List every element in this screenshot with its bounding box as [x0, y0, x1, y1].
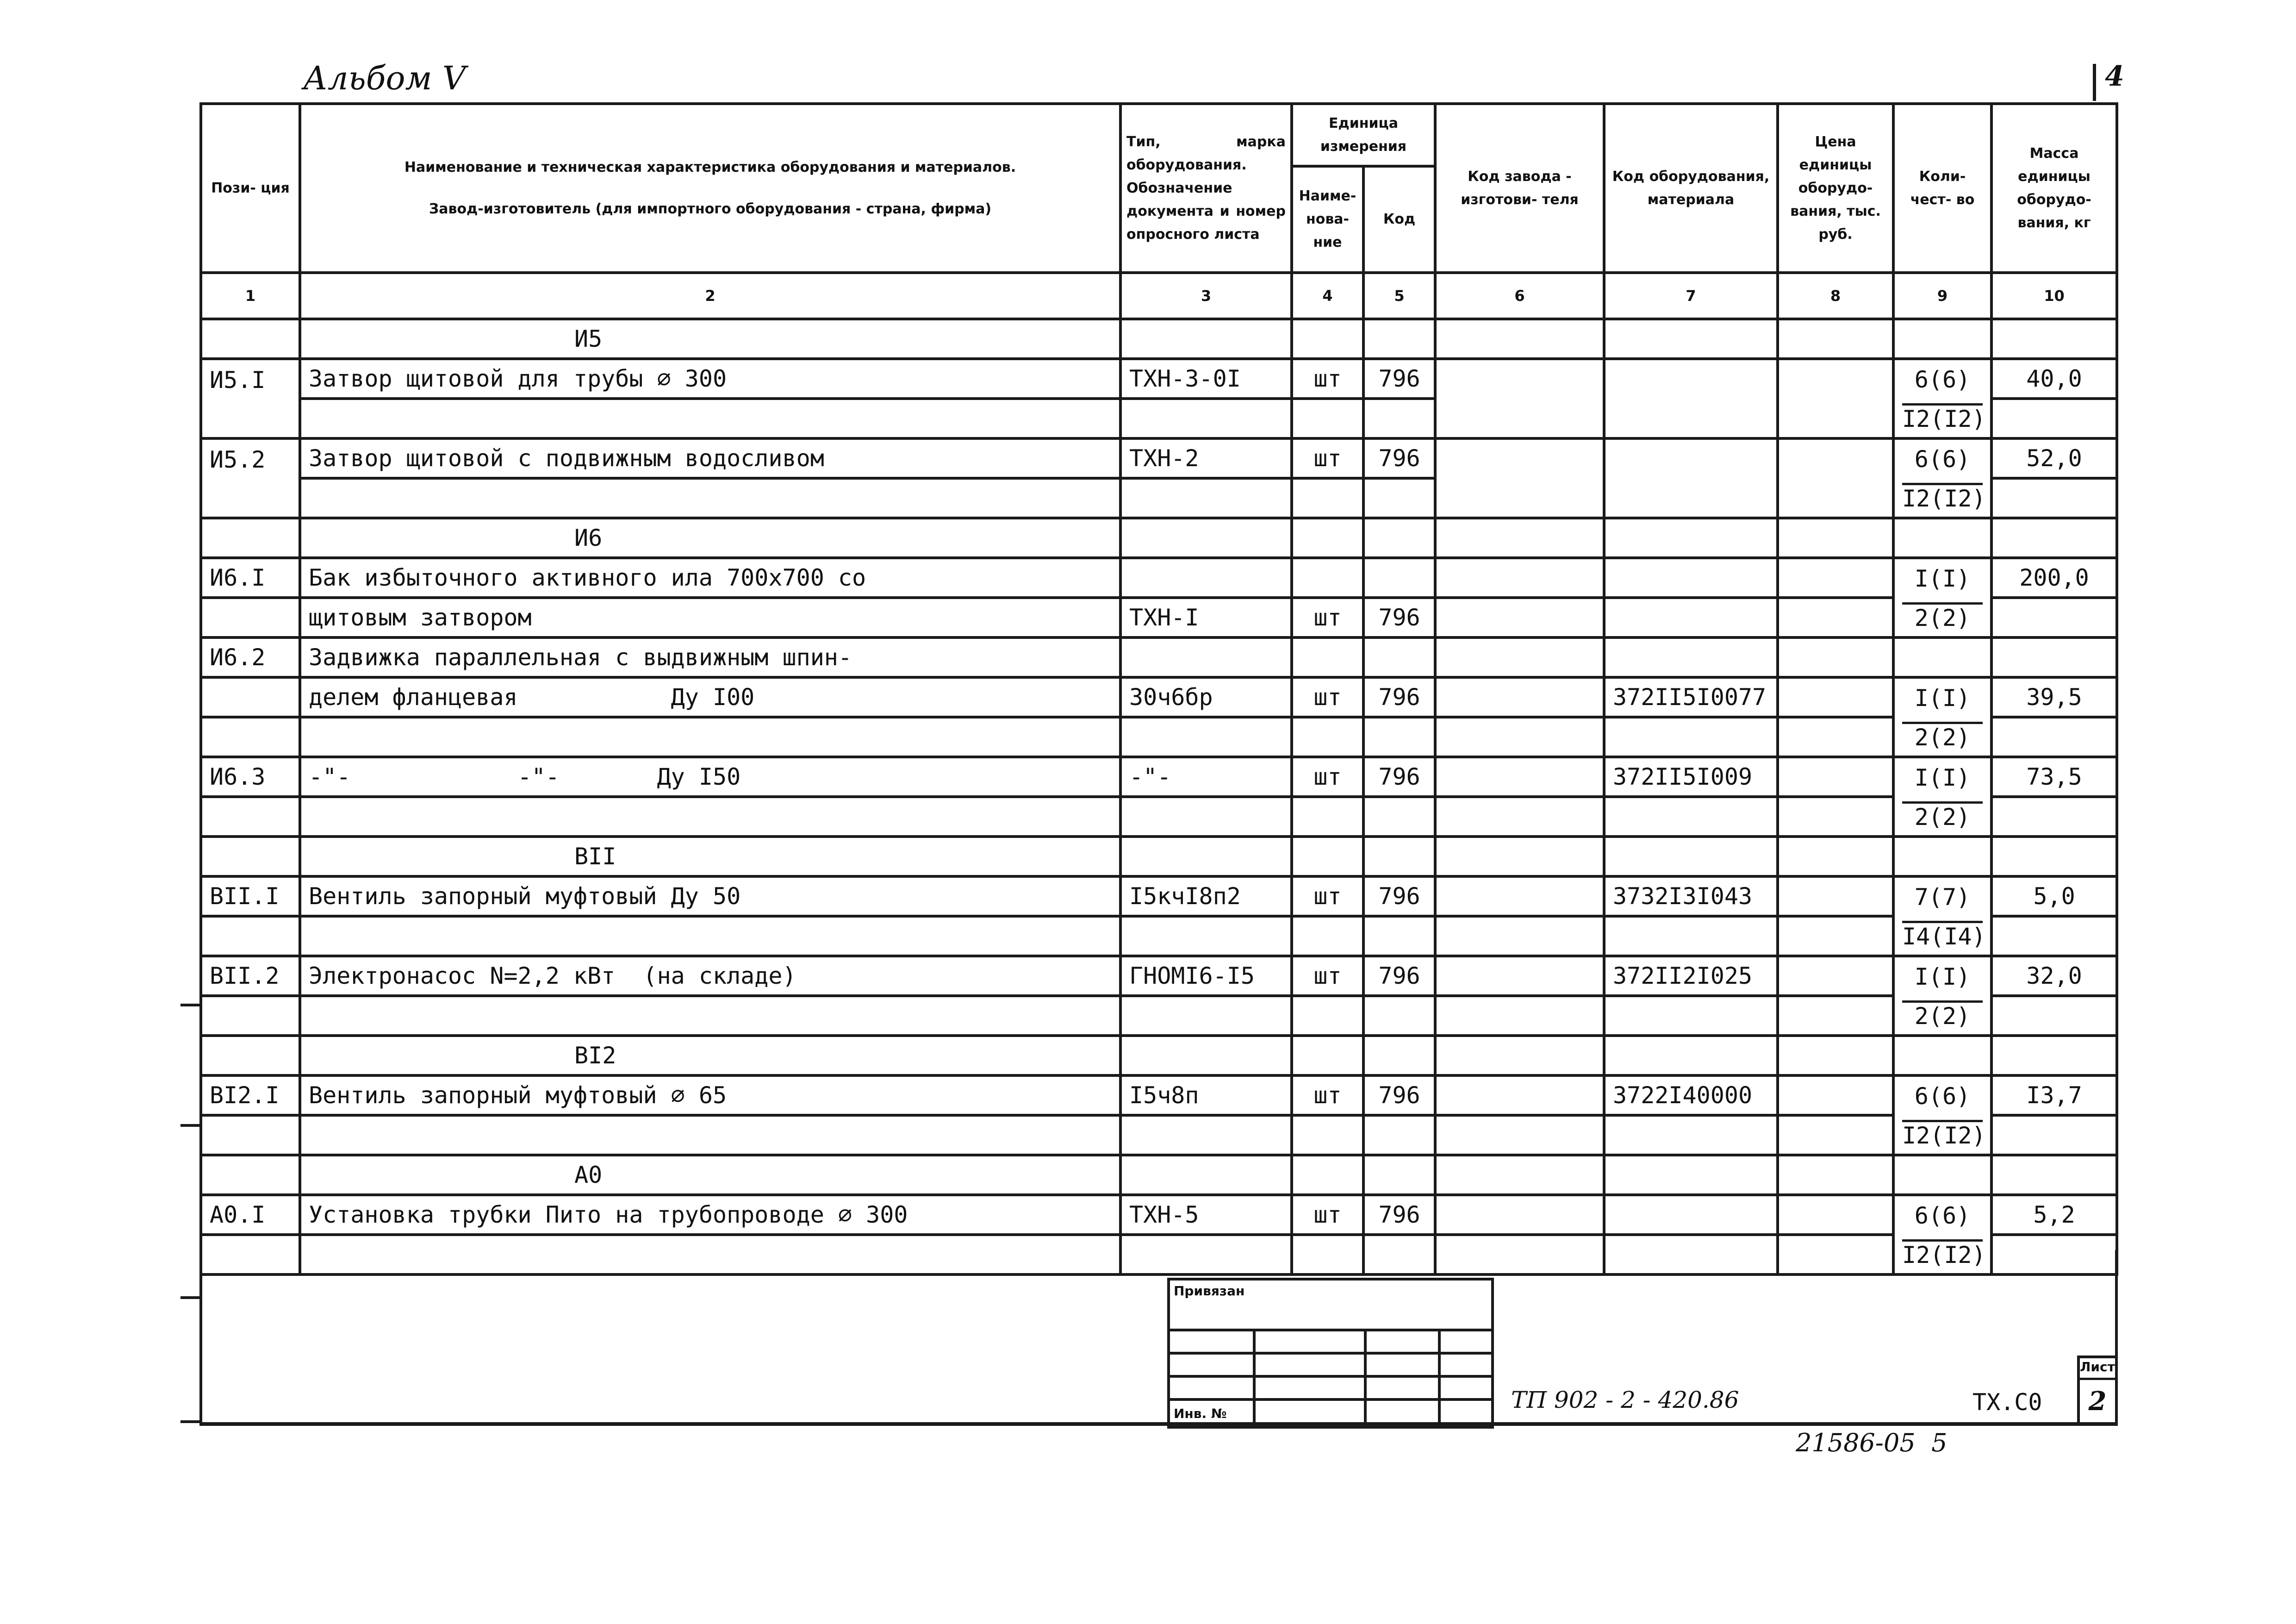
mass-cell: 73,5: [1991, 757, 2117, 797]
table-row: [201, 1195, 2117, 1235]
col-number: 7: [1604, 273, 1778, 319]
material-code-cell: 372II5I009: [1604, 757, 1778, 797]
material-code-cell: [1604, 359, 1778, 438]
quantity-cell: I(I): [1893, 757, 1991, 797]
unit-code-cell: 796: [1363, 598, 1435, 637]
binding-tick: [180, 1420, 201, 1423]
hdr-position: Пози- ция: [201, 104, 300, 273]
specification-table: [199, 102, 2116, 1268]
quantity-cell: 7(7): [1893, 876, 1991, 916]
position-cell: BII.I: [201, 876, 300, 916]
position-cell: А0.I: [201, 1195, 300, 1235]
type-cell: ТХН-I: [1120, 598, 1292, 637]
col-number: 4: [1292, 273, 1363, 319]
type-cell: ТХН-5: [1120, 1195, 1292, 1235]
name-cell: Задвижка параллельная с выдвижным шпин-: [300, 637, 1120, 677]
section-title: BI2: [300, 1036, 1120, 1075]
stamp-inventory-label: Инв. №: [1169, 1399, 1254, 1427]
material-code-cell: [1604, 598, 1778, 637]
col-number: 1: [201, 273, 300, 319]
hdr-type: Тип, марка оборудования. Обозначение документа и номер опросного листа: [1120, 104, 1292, 273]
table-row: [201, 1075, 2117, 1115]
unit-code-cell: 796: [1363, 1075, 1435, 1115]
hdr-factory-code: Код завода - изготови- теля: [1435, 104, 1604, 273]
mass-cell: 39,5: [1991, 677, 2117, 717]
page-number: 4: [2105, 60, 2124, 93]
mass-cell: 5,2: [1991, 1195, 2117, 1235]
table-row: [201, 637, 2117, 677]
unit-code-cell: 796: [1363, 757, 1435, 797]
quantity-total: I2(I2): [1902, 1239, 1983, 1268]
mass-cell: 52,0: [1991, 438, 2117, 478]
binding-tick: [180, 1124, 201, 1127]
quantity-total: 2(2): [1902, 1000, 1983, 1030]
binding-tick: [180, 1296, 201, 1299]
unit-code-cell: 796: [1363, 1195, 1435, 1235]
hdr-quantity: Коли- чест- во: [1893, 104, 1991, 273]
table-row: [201, 757, 2117, 797]
name-cell: Вентиль запорный муфтовый Ду 50: [300, 876, 1120, 916]
table-row: [201, 558, 2117, 598]
name-cell: Затвор щитовой с подвижным водосливом: [300, 438, 1120, 478]
hdr-material-code: Код оборудования, материала: [1604, 104, 1778, 273]
section-title: А0: [300, 1155, 1120, 1195]
position-cell: И5.2: [201, 438, 300, 518]
stamp-linked-label: Привязан: [1169, 1279, 1493, 1330]
hdr-name-line2: Завод-изготовитель (для импортного оборудования - страна, фирма): [429, 200, 992, 217]
position-cell: И6.3: [201, 757, 300, 797]
material-code-cell: 3732I3I043: [1604, 876, 1778, 916]
name-cell: -"- -"- Ду I50: [300, 757, 1120, 797]
unit-code-cell: 796: [1363, 956, 1435, 996]
sheet-number: 2: [2088, 1386, 2107, 1417]
section-row: [201, 1036, 2117, 1075]
section-row: [201, 319, 2117, 359]
table-row: [201, 956, 2117, 996]
section-title: И6: [300, 518, 1120, 558]
position-cell: BII.2: [201, 956, 300, 996]
mass-cell: 32,0: [1991, 956, 2117, 996]
quantity-cell: I(I): [1893, 558, 1991, 598]
mass-cell: 200,0: [1991, 558, 2117, 598]
binding-stamp: [1167, 1278, 1491, 1426]
mass-cell: 5,0: [1991, 876, 2117, 916]
quantity-total: 2(2): [1902, 801, 1983, 831]
binding-tick: [180, 1004, 201, 1006]
unit-cell: шт: [1292, 359, 1363, 399]
archive-number: 21586-05 5: [1796, 1428, 1948, 1457]
sheet-number-box: [2077, 1355, 2118, 1425]
name-cell: Электронасос N=2,2 кВт (на складе): [300, 956, 1120, 996]
frame-bottom-line: [199, 1422, 2118, 1426]
hdr-unit-name: Наиме- нова- ние: [1292, 166, 1363, 273]
unit-cell: шт: [1292, 598, 1363, 637]
section-row: [201, 1155, 2117, 1195]
quantity-total: 2(2): [1902, 602, 1983, 631]
hdr-unit-group: Единица измерения: [1292, 104, 1435, 166]
material-code-cell: [1604, 438, 1778, 518]
col-number: 8: [1778, 273, 1893, 319]
unit-code-cell: 796: [1363, 677, 1435, 717]
position-cell: И6.I: [201, 558, 300, 598]
section-row: [201, 518, 2117, 558]
unit-cell: шт: [1292, 876, 1363, 916]
table-row: [201, 876, 2117, 916]
name-cell: Вентиль запорный муфтовый ⌀ 65: [300, 1075, 1120, 1115]
name-cell-continued: делем фланцевая Ду I00: [300, 677, 1120, 717]
quantity-total: I2(I2): [1902, 483, 1983, 512]
section-row: [201, 837, 2117, 876]
col-number: 5: [1363, 273, 1435, 319]
hdr-name-line1: Наименование и техническая характеристика оборудования и материалов.: [404, 159, 1016, 175]
mass-cell: I3,7: [1991, 1075, 2117, 1115]
page-number-bar: [2093, 64, 2096, 101]
col-number: 6: [1435, 273, 1604, 319]
section-title: И5: [300, 319, 1120, 359]
quantity-cell: 6(6): [1893, 359, 1991, 399]
material-code-cell: [1604, 1195, 1778, 1235]
frame-left-edge: [199, 1250, 202, 1424]
type-cell: ТХН-3-0I: [1120, 359, 1292, 399]
col-number: 10: [1991, 273, 2117, 319]
quantity-total: 2(2): [1902, 722, 1983, 751]
unit-cell: шт: [1292, 1195, 1363, 1235]
table-row: [201, 438, 2117, 478]
quantity-cell: I(I): [1893, 677, 1991, 717]
quantity-cell: 6(6): [1893, 1195, 1991, 1235]
type-cell: 30ч6бр: [1120, 677, 1292, 717]
material-code-cell: 3722I40000: [1604, 1075, 1778, 1115]
material-code-cell: 372II5I0077: [1604, 677, 1778, 717]
mass-cell: 40,0: [1991, 359, 2117, 399]
unit-cell: шт: [1292, 438, 1363, 478]
quantity-cell: I(I): [1893, 956, 1991, 996]
unit-cell: шт: [1292, 677, 1363, 717]
unit-cell: шт: [1292, 1075, 1363, 1115]
album-label: Альбом V: [303, 59, 466, 97]
name-cell: Установка трубки Пито на трубопроводе ⌀ 300: [300, 1195, 1120, 1235]
position-cell: И5.I: [201, 359, 300, 438]
name-cell: Бак избыточного активного ила 700х700 со: [300, 558, 1120, 598]
document-code: ТП 902 - 2 - 420.86: [1511, 1387, 1739, 1413]
type-cell: I5ч8п: [1120, 1075, 1292, 1115]
col-number: 3: [1120, 273, 1292, 319]
quantity-total: I2(I2): [1902, 1120, 1983, 1149]
hdr-mass: Масса единицы оборудо- вания, кг: [1991, 104, 2117, 273]
unit-cell: шт: [1292, 956, 1363, 996]
position-cell: И6.2: [201, 637, 300, 677]
hdr-price: Цена единицы оборудо- вания, тыс. руб.: [1778, 104, 1893, 273]
unit-code-cell: 796: [1363, 438, 1435, 478]
hdr-unit-code: Код: [1363, 166, 1435, 273]
type-cell: ГНОМI6-I5: [1120, 956, 1292, 996]
col-number: 9: [1893, 273, 1991, 319]
unit-cell: шт: [1292, 757, 1363, 797]
col-number: 2: [300, 273, 1120, 319]
quantity-total: I2(I2): [1902, 403, 1983, 432]
quantity-cell: 6(6): [1893, 438, 1991, 478]
name-cell: Затвор щитовой для трубы ⌀ 300: [300, 359, 1120, 399]
type-cell: ТХН-2: [1120, 438, 1292, 478]
name-cell-continued: щитовым затвором: [300, 598, 1120, 637]
quantity-total: I4(I4): [1902, 921, 1983, 950]
document-mark: ТХ.С0: [1972, 1389, 2042, 1416]
quantity-cell: 6(6): [1893, 1075, 1991, 1115]
type-cell: I5кчI8п2: [1120, 876, 1292, 916]
unit-code-cell: 796: [1363, 876, 1435, 916]
unit-code-cell: 796: [1363, 359, 1435, 399]
position-cell: BI2.I: [201, 1075, 300, 1115]
type-cell: -"-: [1120, 757, 1292, 797]
sheet-label: Лист: [2080, 1359, 2115, 1374]
section-title: BII: [300, 837, 1120, 876]
material-code-cell: 372II2I025: [1604, 956, 1778, 996]
hdr-name: [300, 104, 1120, 273]
table-row: [201, 359, 2117, 399]
